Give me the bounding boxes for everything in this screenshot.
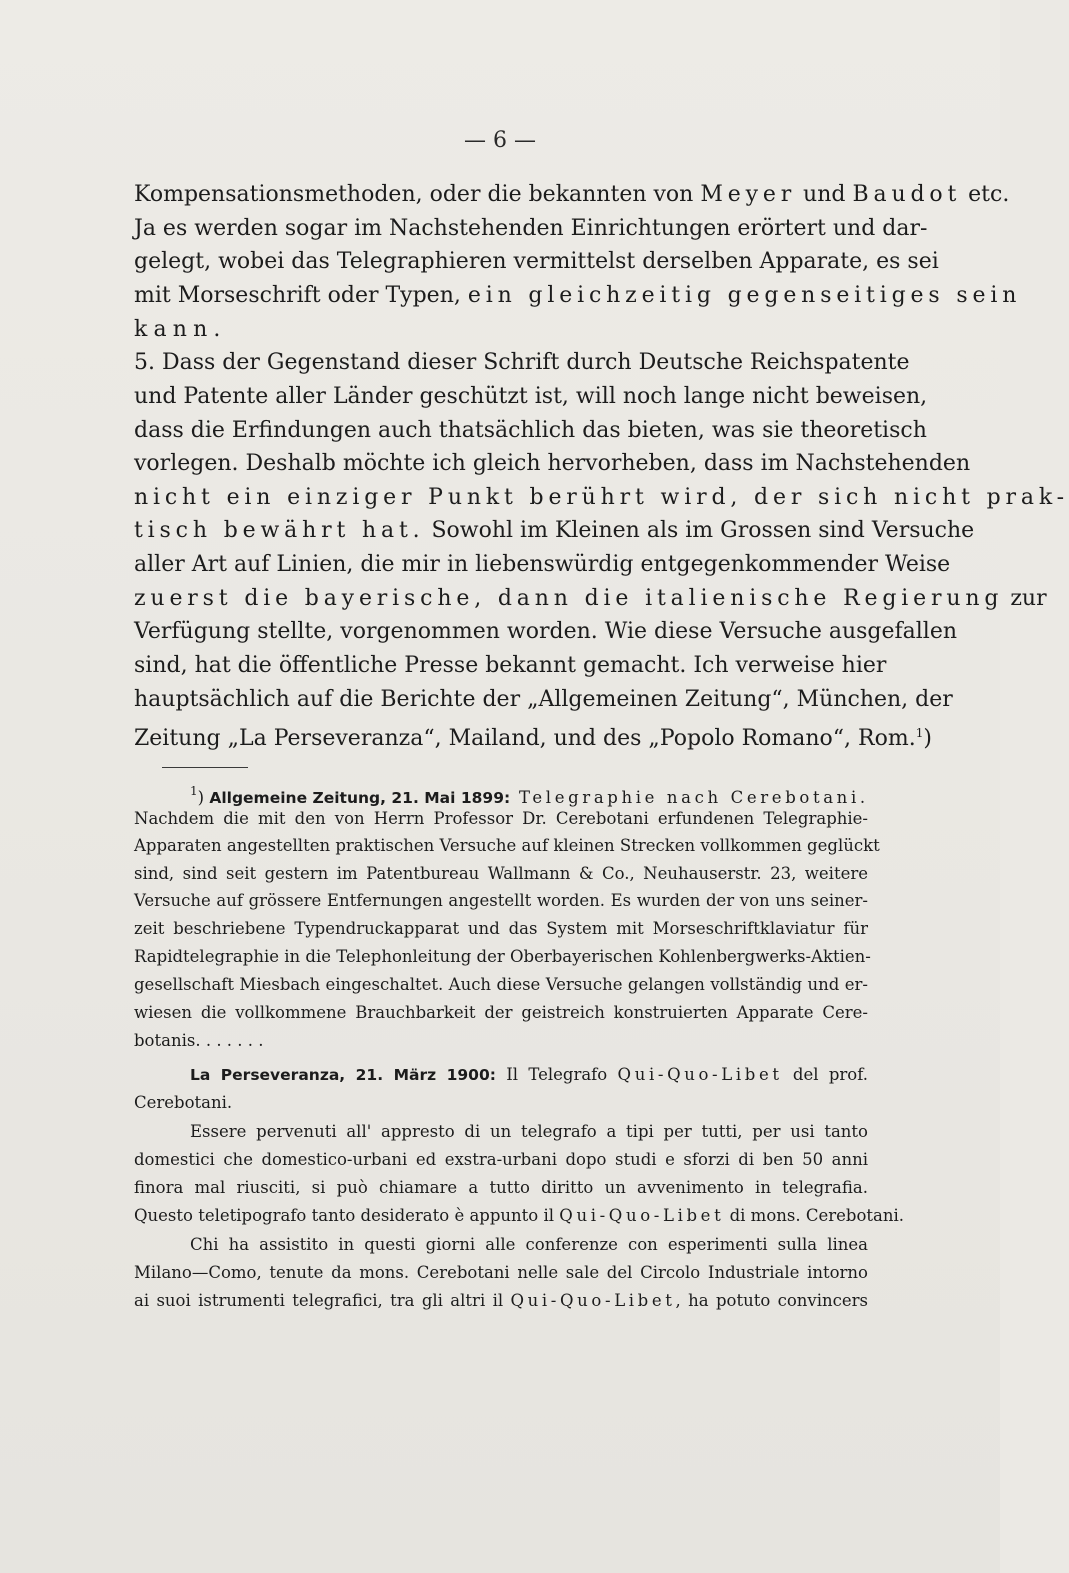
text-line: Verfügung stellte, vorgenommen worden. Wie diese Versuche ausgefallen [134,619,958,644]
text-line: gelegt, wobei das Telegraphieren vermittelst derselben Apparate, es sei [134,249,939,274]
text-line: tisch bewährt hat. Sowohl im Kleinen als im Grossen sind Versuche [134,518,975,543]
text-line: Zeitung „La Perseveranza“, Mailand, und des „Popolo Romano“, Rom.$^1$) [134,726,932,751]
text-line: Ja es werden sogar im Nachstehenden Einrichtungen erörtert und dar- [134,216,928,241]
footnote-line: Chi ha assistito in questi giorni alle conferenze con esperimenti sulla linea [190,1235,868,1254]
footnote-line: Essere pervenuti all' appresto di un telegrafo a tipi per tutti, per usi tanto [190,1122,868,1141]
footnote-line: gesellschaft Miesbach eingeschaltet. Auch diese Versuche gelangen vollständig und er- [134,975,868,994]
footnote-line: ai suoi istrumenti telegrafici, tra gli altri il Qui-Quo-Libet, ha potuto convincers [134,1291,869,1310]
text-line: vorlegen. Deshalb möchte ich gleich hervorheben, dass im Nachstehenden [134,451,971,476]
footnote-line: Rapidtelegraphie in die Telephonleitung der Oberbayerischen Kohlenbergwerks-Aktien- [134,947,871,966]
footnote-line: Nachdem die mit den von Herrn Professor Dr. Cerebotani erfundenen Telegraphie- [134,809,868,828]
footnote-line: sind, sind seit gestern im Patentbureau Wallmann & Co., Neuhauserstr. 23, weitere [134,864,868,883]
footnote-line: zeit beschriebene Typendruckapparat und das System mit Morseschriftklaviatur für [134,919,868,938]
text-line: hauptsächlich auf die Berichte der „Allgemeinen Zeitung“, München, der [134,687,953,712]
text-line: kann. [134,317,227,342]
footnote-line: finora mal riusciti, si può chiamare a tutto diritto un avvenimento in telegrafia. [134,1178,868,1197]
footnote-rule [162,767,248,768]
footnote-line: $^1$) Allgemeine Zeitung, 21. Mai 1899: Telegraphie nach Cerebotani. [190,784,869,807]
page-number: — 6 — [464,128,536,153]
text-line: nicht ein einziger Punkt berührt wird, der sich nicht prak- [134,485,1069,510]
footnote-line: Cerebotani. [134,1093,233,1112]
footnote-line: Questo teletipografo tanto desiderato è appunto il Qui-Quo-Libet di mons. Cerebotani. [134,1206,904,1225]
footnote-line: botanis. . . . . . . [134,1031,264,1050]
text-line: 5. Dass der Gegenstand dieser Schrift durch Deutsche Reichspatente [134,350,910,375]
text-line: Kompensationsmethoden, oder die bekannten von Meyer und Baudot etc. [134,182,1010,207]
text-line: zuerst die bayerische, dann die italienische Regierung zur [134,586,1047,611]
footnote-line: La Perseveranza, 21. März 1900: Il Telegrafo Qui-Quo-Libet del prof. [190,1065,868,1084]
text-line: mit Morseschrift oder Typen, ein gleichzeitig gegenseitiges sein [134,283,1022,308]
footnote-line: Milano—Como, tenute da mons. Cerebotani nelle sale del Circolo Industriale intorno [134,1263,868,1282]
text-line: dass die Erfindungen auch thatsächlich das bieten, was sie theoretisch [134,418,927,443]
text-line: sind, hat die öffentliche Presse bekannt gemacht. Ich verweise hier [134,653,887,678]
footnote-line: wiesen die vollkommene Brauchbarkeit der geistreich konstruierten Apparate Cere- [134,1003,868,1022]
footnote-line: Apparaten angestellten praktischen Versuche auf kleinen Strecken vollkommen geglückt [134,836,880,855]
footnote-line: domestici che domestico-urbani ed exstra-urbani dopo studi e sforzi di ben 50 anni [134,1150,868,1169]
footnote-line: Versuche auf grössere Entfernungen angestellt worden. Es wurden der von uns seiner- [134,891,868,910]
text-line: und Patente aller Länder geschützt ist, will noch lange nicht beweisen, [134,384,928,409]
text-line: aller Art auf Linien, die mir in liebenswürdig entgegenkommender Weise [134,552,951,577]
